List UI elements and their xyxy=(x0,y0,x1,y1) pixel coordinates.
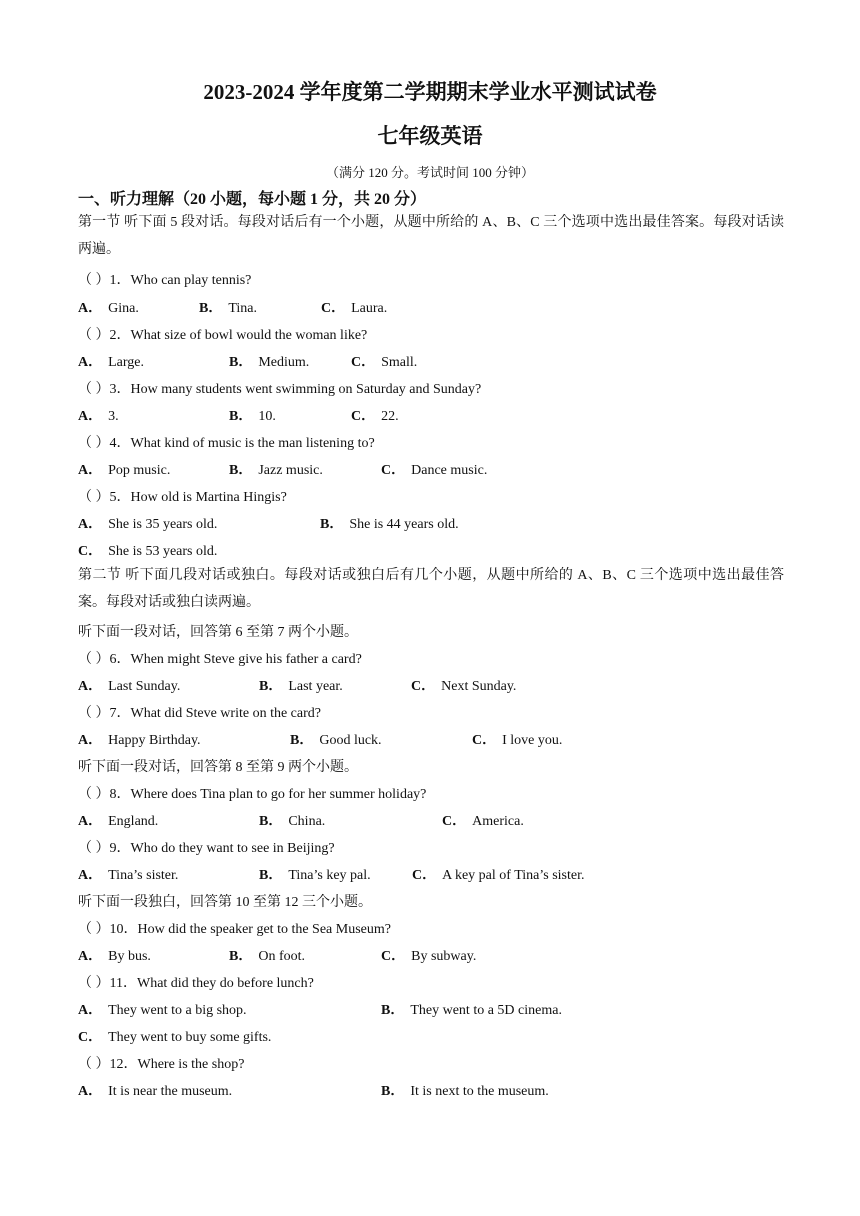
question-text: 9．Who do they want to see in Beijing? xyxy=(109,841,335,856)
option-b: B． On foot. xyxy=(229,949,306,964)
answer-paren: （ ） xyxy=(78,273,110,288)
answer-paren: （ ） xyxy=(78,328,110,343)
option-c: C． Laura. xyxy=(321,301,388,316)
option-b: B． Last year. xyxy=(259,679,343,694)
question-text: 11．What did they do before lunch? xyxy=(109,976,314,991)
section-heading: 一、听力理解（20 小题，每小题 1 分，共 20 分） xyxy=(78,191,427,208)
answer-paren: （ ） xyxy=(78,1057,110,1072)
option-c: C． 22. xyxy=(351,409,399,424)
question-4 xyxy=(78,432,375,452)
question-1 xyxy=(78,269,251,289)
option-c: C． By subway. xyxy=(381,949,477,964)
option-b: B． She is 44 years old. xyxy=(320,517,459,532)
option-b: B． Jazz music. xyxy=(229,463,323,478)
option-a: A． Last Sunday. xyxy=(78,679,181,694)
question-6 xyxy=(78,648,362,668)
option-c: C． Small. xyxy=(351,355,418,370)
question-5 xyxy=(78,486,287,506)
question-text: 7．What did Steve write on the card? xyxy=(109,706,321,721)
group-2-instructions: 听下面一段对话，回答第 8 至第 9 两个小题。 xyxy=(78,760,358,775)
question-9 xyxy=(78,837,335,857)
option-a: A． She is 35 years old. xyxy=(78,517,218,532)
question-12 xyxy=(78,1053,244,1073)
option-a: A． By bus. xyxy=(78,949,151,964)
answer-paren: （ ） xyxy=(78,976,110,991)
option-c: C． A key pal of Tina’s sister. xyxy=(412,868,585,883)
option-c: C． She is 53 years old. xyxy=(78,544,218,559)
question-11 xyxy=(78,972,314,992)
exam-subtitle: 七年级英语 xyxy=(377,124,483,148)
option-b: B． It is next to the museum. xyxy=(381,1084,549,1099)
option-b: B． They went to a 5D cinema. xyxy=(381,1003,562,1018)
option-a: A． Happy Birthday. xyxy=(78,733,201,748)
option-a: A． 3. xyxy=(78,409,119,424)
question-3 xyxy=(78,378,481,398)
option-a: A． It is near the museum. xyxy=(78,1084,233,1099)
question-text: 12．Where is the shop? xyxy=(109,1057,245,1072)
option-b: B． Tina. xyxy=(199,301,258,316)
question-text: 5．How old is Martina Hingis? xyxy=(109,490,287,505)
answer-paren: （ ） xyxy=(78,922,110,937)
question-text: 2．What size of bowl would the woman like? xyxy=(109,328,368,343)
option-c: C． They went to buy some gifts. xyxy=(78,1030,272,1045)
answer-paren: （ ） xyxy=(78,382,110,397)
answer-paren: （ ） xyxy=(78,652,110,667)
option-c: C． Next Sunday. xyxy=(411,679,517,694)
answer-paren: （ ） xyxy=(78,490,110,505)
exam-title: 2023-2024 学年度第二学期期末学业水平测试试卷 xyxy=(203,80,657,104)
group-1-instructions: 听下面一段对话，回答第 6 至第 7 两个小题。 xyxy=(78,625,358,640)
group-3-instructions: 听下面一段独白，回答第 10 至第 12 三个小题。 xyxy=(78,895,372,910)
option-a: A． They went to a big shop. xyxy=(78,1003,247,1018)
answer-paren: （ ） xyxy=(78,436,110,451)
option-a: A． Large. xyxy=(78,355,145,370)
option-a: A． England. xyxy=(78,814,159,829)
part2-instructions: 第二节 听下面几段对话或独白。每段对话或独白后有几个小题，从题中所给的 A、B、C 三个选项中选出最佳答案。每段对话或独白读两遍。 xyxy=(78,568,784,610)
exam-note: （满分 120 分。考试时间 100 分钟） xyxy=(325,165,534,180)
option-c: C． Dance music. xyxy=(381,463,488,478)
question-text: 1．Who can play tennis? xyxy=(109,273,252,288)
question-text: 10．How did the speaker get to the Sea Museum? xyxy=(109,922,391,937)
answer-paren: （ ） xyxy=(78,787,110,802)
option-c: C． America. xyxy=(442,814,524,829)
option-c: C． I love you. xyxy=(472,733,563,748)
option-b: B． China. xyxy=(259,814,326,829)
question-text: 8．Where does Tina plan to go for her summer holiday? xyxy=(109,787,427,802)
answer-paren: （ ） xyxy=(78,706,110,721)
option-b: B． 10. xyxy=(229,409,276,424)
question-7 xyxy=(78,702,321,722)
option-b: B． Good luck. xyxy=(290,733,382,748)
question-2 xyxy=(78,324,367,344)
question-8 xyxy=(78,783,426,803)
option-a: A． Tina’s sister. xyxy=(78,868,179,883)
answer-paren: （ ） xyxy=(78,841,110,856)
question-text: 3．How many students went swimming on Saturday and Sunday? xyxy=(109,382,482,397)
option-a: A． Gina. xyxy=(78,301,139,316)
option-b: B． Medium. xyxy=(229,355,310,370)
option-a: A． Pop music. xyxy=(78,463,171,478)
question-text: 4．What kind of music is the man listening to? xyxy=(109,436,375,451)
part1-instructions: 第一节 听下面 5 段对话。每段对话后有一个小题，从题中所给的 A、B、C 三个选项中选出最佳答案。每段对话读两遍。 xyxy=(78,215,784,257)
option-b: B． Tina’s key pal. xyxy=(259,868,371,883)
question-text: 6．When might Steve give his father a card? xyxy=(109,652,362,667)
question-10 xyxy=(78,918,391,938)
